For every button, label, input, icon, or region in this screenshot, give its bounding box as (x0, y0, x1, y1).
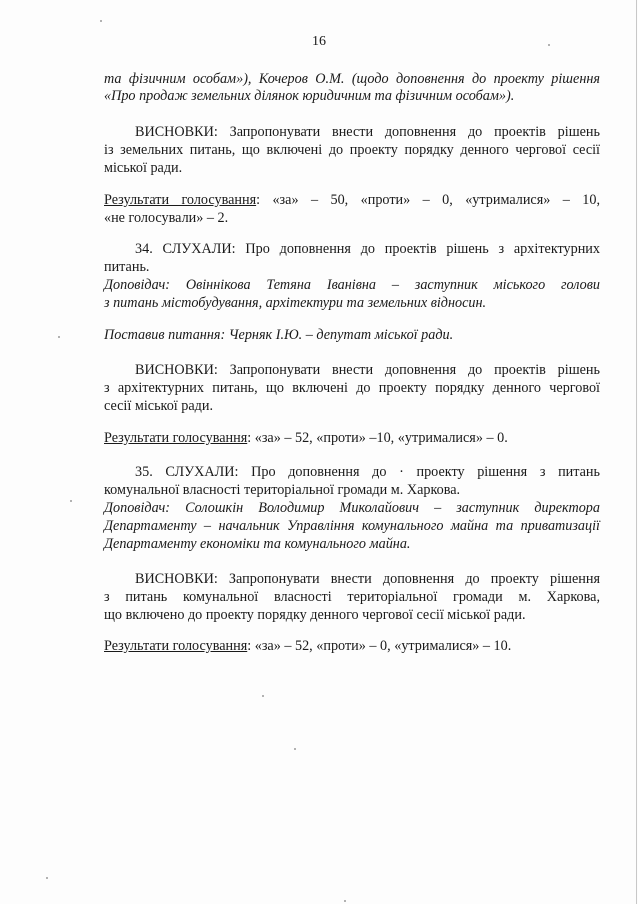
conclusion-3-line-3: що включено до проекту порядку денного чергової сесії міської ради. (104, 607, 526, 623)
vote-result-values: : «за» – 52, «проти» – 0, «утрималися» – 10. (247, 638, 512, 654)
scan-speck (58, 336, 60, 338)
conclusion-2-line-3: сесії міської ради. (104, 398, 214, 414)
page-number: 16 (312, 34, 326, 49)
heard-34-line-1: 34. СЛУХАЛИ: Про доповнення до проектів рішень з архітектурних (135, 241, 600, 257)
vote-result-label: Результати голосування (104, 430, 248, 446)
scan-speck (294, 748, 296, 750)
vote-result-2 (104, 429, 600, 447)
scan-speck (46, 877, 48, 879)
speaker-35-line-1: Доповідач: Солошкін Володимир Миколайович – заступник директора (104, 500, 600, 516)
scan-speck (262, 695, 264, 697)
vote-result-1-line-2: «не голосували» – 2. (104, 210, 229, 226)
conclusion-2-line-1: ВИСНОВКИ: Запропонувати внести доповнення до проектів рішень (135, 362, 600, 378)
conclusion-1-line-1: ВИСНОВКИ: Запропонувати внести доповнення до проектів рішень (135, 124, 600, 140)
conclusion-3-line-1: ВИСНОВКИ: Запропонувати внести доповнення до проекту рішення (135, 571, 600, 587)
conclusion-1-line-3: міської ради. (104, 160, 183, 176)
speaker-34-line-1: Доповідач: Овіннікова Тетяна Іванівна – заступник міського голови (104, 277, 600, 293)
vote-result-1-line-1 (104, 191, 600, 209)
heard-35-line-1: 35. СЛУХАЛИ: Про доповнення до · проекту рішення з питань (135, 464, 600, 480)
speaker-35-line-2: Департаменту – начальник Управління комунального майна та приватизації (104, 518, 600, 534)
vote-result-values: : «за» – 50, «проти» – 0, «утрималися» – 10, (256, 192, 600, 208)
speaker-35-line-3: Департаменту економіки та комунального майна. (104, 536, 411, 552)
vote-result-values: : «за» – 52, «проти» –10, «утрималися» – 0. (247, 430, 508, 446)
conclusion-1-line-2: із земельних питань, що включені до проекту порядку денного чергової сесії (104, 142, 600, 158)
heard-35-line-2: комунальної власності територіальної громади м. Харкова. (104, 482, 461, 498)
scan-speck (70, 500, 72, 502)
speaker-34-line-2: з питань містобудування, архітектури та земельних відносин. (104, 295, 487, 311)
heard-34-line-2: питань. (104, 259, 150, 275)
scan-speck (344, 900, 346, 902)
scan-speck (100, 20, 102, 22)
vote-result-label: Результати голосування (104, 192, 257, 208)
scan-edge (636, 0, 637, 904)
scan-speck (548, 44, 550, 46)
vote-result-3 (104, 637, 600, 655)
conclusion-2-line-2: з архітектурних питань, що включені до проекту порядку денного чергової (104, 380, 600, 396)
continuation-line-1: та фізичним особам»), Кочеров О.М. (щодо доповнення до проекту рішення (104, 71, 600, 87)
vote-result-label: Результати голосування (104, 638, 248, 654)
conclusion-3-line-2: з питань комунальної власності територіальної громади м. Харкова, (104, 589, 600, 605)
question-raised-by: Поставив питання: Черняк І.Ю. – депутат міської ради. (104, 327, 454, 343)
continuation-line-2: «Про продаж земельних ділянок юридичним та фізичним особам»). (104, 88, 515, 104)
